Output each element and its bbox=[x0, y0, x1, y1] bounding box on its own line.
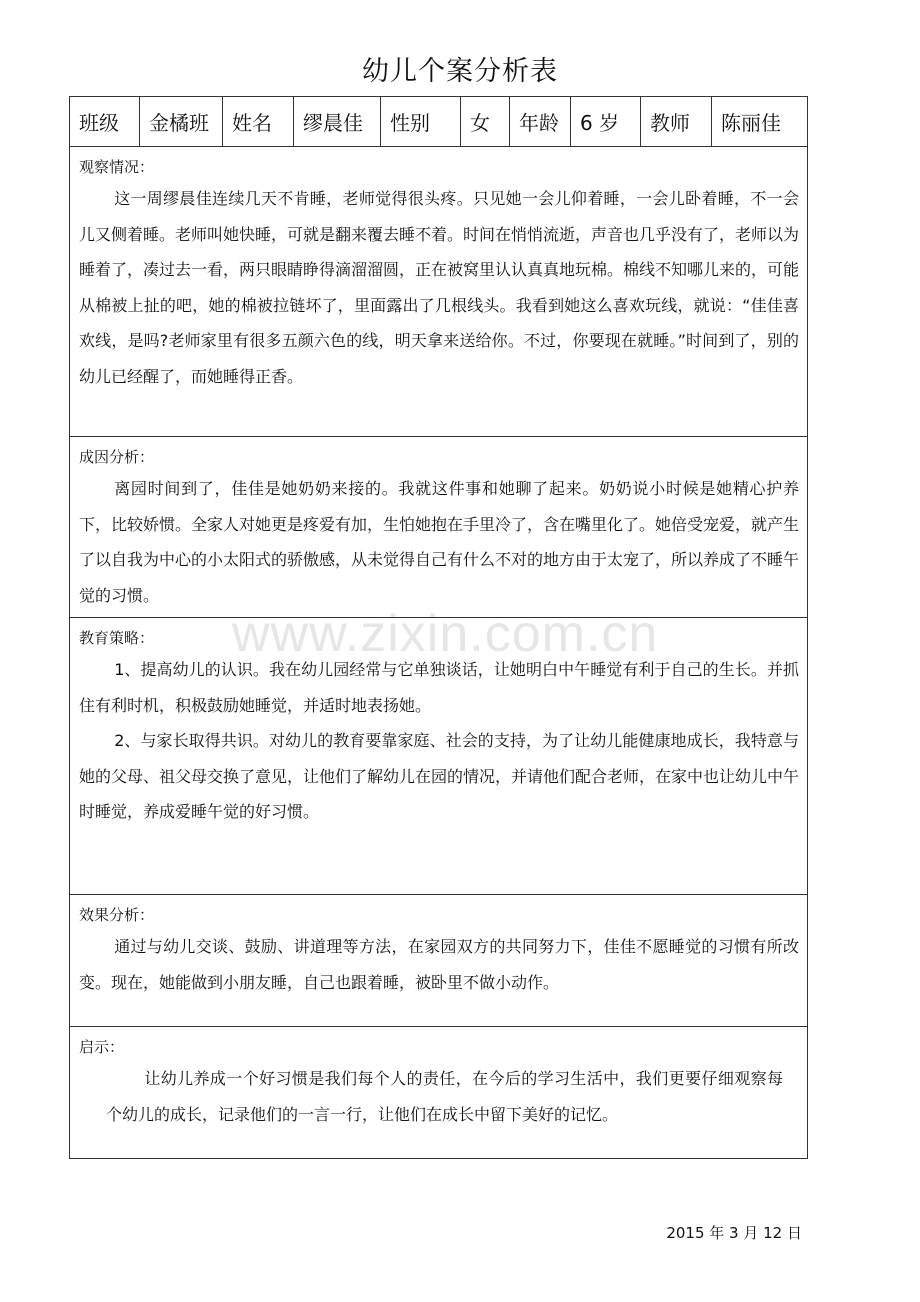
effect-section bbox=[70, 895, 808, 1027]
page-title: 幼儿个案分析表 bbox=[362, 56, 558, 87]
insight-label: 启示： bbox=[79, 1038, 125, 1056]
insight-section bbox=[70, 1027, 808, 1159]
name-value: 缪晨佳 bbox=[294, 97, 381, 147]
gender-value: 女 bbox=[461, 97, 510, 147]
age-value: 6 岁 bbox=[571, 97, 641, 147]
cause-section bbox=[70, 437, 808, 618]
cause-label: 成因分析： bbox=[79, 448, 155, 466]
strategy-body bbox=[70, 648, 807, 830]
record-date: 2015 年 3 月 12 日 bbox=[666, 1224, 802, 1242]
class-value: 金橘班 bbox=[140, 97, 223, 147]
strategy-section bbox=[70, 618, 808, 895]
effect-label: 效果分析： bbox=[79, 906, 155, 924]
strategy-point-2: 2、与家长取得共识。对幼儿的教育要靠家庭、社会的支持，为了让幼儿能健康地成长，我特意与她的父母、祖父母交换了意见，让他们了解幼儿在园的情况，并请他们配合老师，在家中也让幼儿中午时睡觉，养成爱睡午觉的好习惯。 bbox=[79, 731, 800, 821]
strategy-point-1: 1、提高幼儿的认识。我在幼儿园经常与它单独谈话，让她明白中午睡觉有利于自己的生长。并抓住有利时机，积极鼓励她睡觉，并适时地表扬她。 bbox=[79, 660, 799, 715]
class-label: 班级 bbox=[70, 97, 140, 147]
name-label: 姓名 bbox=[223, 97, 294, 147]
observation-label: 观察情况： bbox=[79, 158, 155, 176]
cause-text: 离园时间到了，佳佳是她奶奶来接的。我就这件事和她聊了起来。奶奶说小时候是她精心护养下，比较娇惯。全家人对她更是疼爱有加，生怕她抱在手里冷了，含在嘴里化了。她倍受宠爱，就产生了以自我为中心的小太阳式的骄傲感，从未觉得自己有什么不对的地方由于太宠了，所以养成了不睡午觉的习惯。 bbox=[79, 479, 800, 605]
gender-label: 性别 bbox=[381, 97, 461, 147]
age-label: 年龄 bbox=[510, 97, 571, 147]
watermark: www.zixin.com.cn bbox=[232, 605, 659, 663]
teacher-value: 陈丽佳 bbox=[712, 97, 808, 147]
effect-text: 通过与幼儿交谈、鼓励、讲道理等方法，在家园双方的共同努力下，佳佳不愿睡觉的习惯有所改变。现在，她能做到小朋友睡，自己也跟着睡，被卧里不做小动作。 bbox=[79, 937, 799, 992]
header-row bbox=[70, 97, 808, 147]
case-analysis-table bbox=[69, 96, 808, 1159]
teacher-label: 教师 bbox=[641, 97, 712, 147]
observation-text: 这一周缪晨佳连续几天不肯睡，老师觉得很头疼。只见她一会儿仰着睡，一会儿卧着睡，不一会儿又侧着睡。老师叫她快睡，可就是翻来覆去睡不着。时间在悄悄流逝，声音也几乎没有了，老师以为睡着了，凑过去一看，两只眼睛睁得滴溜溜圆，正在被窝里认认真真地玩棉。棉线不知哪儿来的，可能从棉被上扯的吧，她的棉被拉链坏了，里面露出了几根线头。我看到她这么喜欢玩线，就说：“佳佳喜欢线，是吗?老师家里有很多五颜六色的线，明天拿来送给你。不过，你要现在就睡。”时间到了，别的幼儿已经醒了，而她睡得正香。 bbox=[79, 189, 800, 386]
insight-text: 让幼儿养成一个好习惯是我们每个人的责任，在今后的学习生活中，我们更要仔细观察每个幼儿的成长，记录他们的一言一行，让他们在成长中留下美好的记忆。 bbox=[106, 1069, 783, 1124]
observation-section bbox=[70, 147, 808, 437]
strategy-label: 教育策略： bbox=[79, 629, 155, 647]
